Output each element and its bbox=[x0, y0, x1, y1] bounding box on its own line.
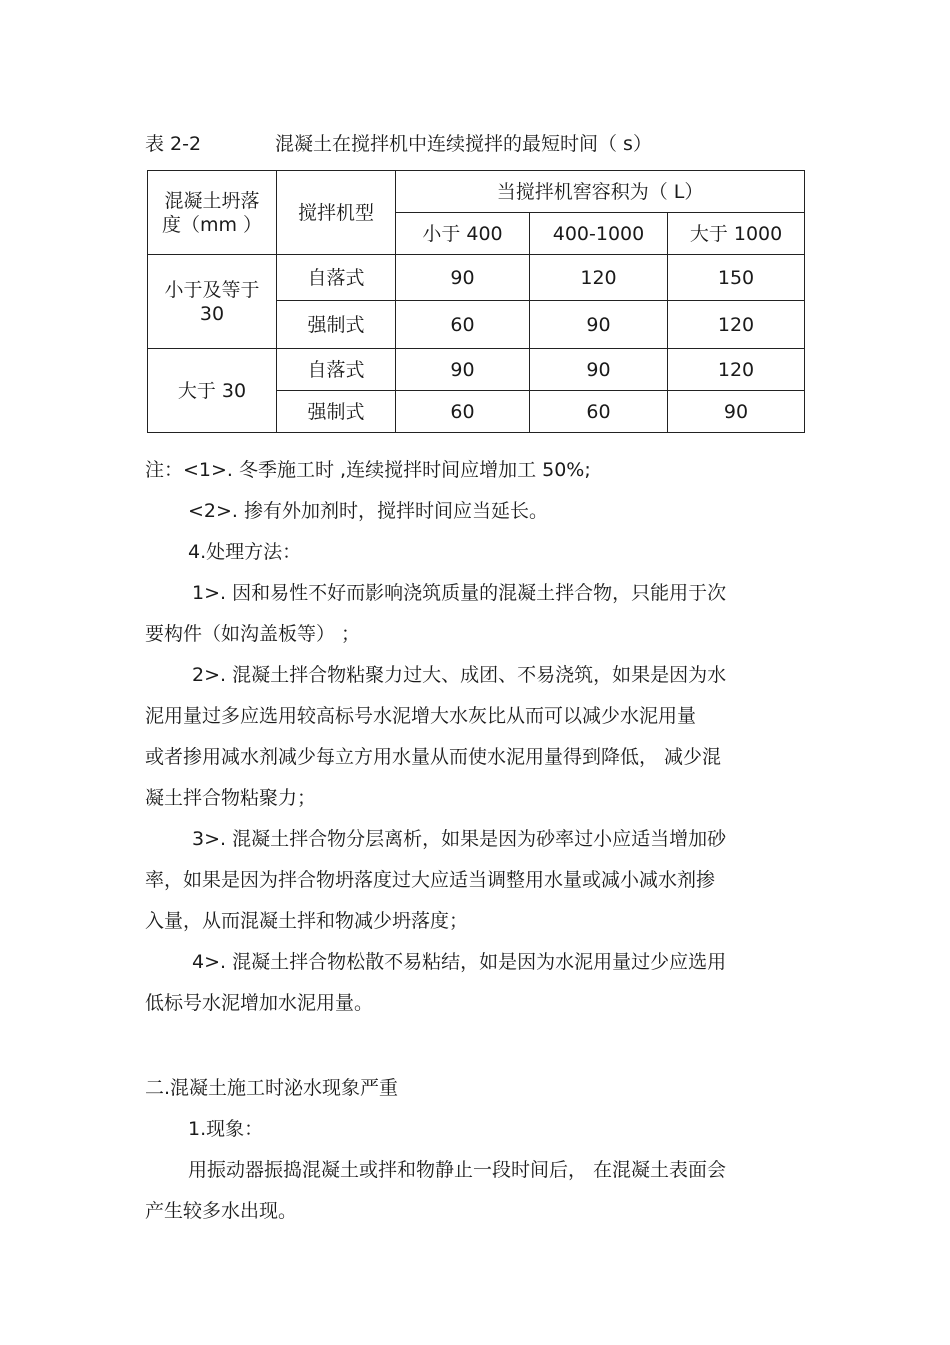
table-row bbox=[148, 349, 805, 391]
mixer-type-cell: 强制式 bbox=[277, 301, 396, 349]
section-4-heading: 4.处理方法： bbox=[188, 541, 302, 563]
value-cell: 150 bbox=[668, 255, 805, 301]
value-cell: 120 bbox=[530, 255, 668, 301]
item-2-line-4: 凝土拌合物粘聚力； bbox=[145, 787, 317, 809]
table-number: 表 2-2 bbox=[145, 133, 202, 155]
value-cell: 90 bbox=[396, 349, 530, 391]
item-4-line-2: 低标号水泥增加水泥用量。 bbox=[145, 992, 374, 1014]
value-cell: 120 bbox=[668, 349, 805, 391]
mixer-type-cell: 自落式 bbox=[277, 255, 396, 301]
item-3-line-1: 3>. 混凝土拌合物分层离析，如果是因为砂率过小应适当增加砂 bbox=[192, 828, 727, 850]
section-two-subheading: 1.现象： bbox=[188, 1118, 264, 1140]
section-two-para-line-2: 产生较多水出现。 bbox=[145, 1200, 298, 1222]
mixing-time-table bbox=[147, 170, 805, 433]
slump-header bbox=[148, 171, 277, 255]
value-cell: 120 bbox=[668, 301, 805, 349]
value-cell: 90 bbox=[530, 301, 668, 349]
item-2-line-3: 或者掺用减水剂减少每立方用水量从而使水泥用量得到降低， 减少混 bbox=[145, 746, 722, 768]
slump-group-1-line1: 小于及等于 bbox=[164, 278, 260, 301]
value-cell: 90 bbox=[530, 349, 668, 391]
value-cell: 60 bbox=[396, 301, 530, 349]
slump-header-line1: 混凝土坍落 bbox=[164, 189, 260, 212]
item-2-line-1: 2>. 混凝土拌合物粘聚力过大、成团、不易浇筑，如果是因为水 bbox=[192, 664, 727, 686]
capacity-header: 当搅拌机窖容积为（ L） bbox=[396, 171, 805, 213]
mixer-type-cell: 强制式 bbox=[277, 391, 396, 433]
item-2-line-2: 泥用量过多应选用较高标号水泥增大水灰比从而可以减少水泥用量 bbox=[145, 705, 697, 727]
capacity-col-3: 大于 1000 bbox=[668, 213, 805, 255]
mixer-type-header: 搅拌机型 bbox=[277, 171, 396, 255]
value-cell: 60 bbox=[396, 391, 530, 433]
table-row bbox=[148, 255, 805, 301]
item-4-line-1: 4>. 混凝土拌合物松散不易粘结，如是因为水泥用量过少应选用 bbox=[192, 951, 727, 973]
item-1-line-2: 要构件（如沟盖板等） ； bbox=[145, 623, 361, 645]
slump-header-line2: 度（mm ） bbox=[161, 213, 263, 236]
value-cell: 60 bbox=[530, 391, 668, 433]
item-1-line-1: 1>. 因和易性不好而影响浇筑质量的混凝土拌合物，只能用于次 bbox=[192, 582, 727, 604]
capacity-col-2: 400-1000 bbox=[530, 213, 668, 255]
capacity-col-1: 小于 400 bbox=[396, 213, 530, 255]
value-cell: 90 bbox=[396, 255, 530, 301]
note-2: <2>. 掺有外加剂时，搅拌时间应当延长。 bbox=[188, 500, 549, 522]
slump-group-2: 大于 30 bbox=[148, 349, 277, 433]
mixer-type-cell: 自落式 bbox=[277, 349, 396, 391]
slump-group-1-line2: 30 bbox=[199, 302, 225, 325]
item-3-line-3: 入量，从而混凝土拌和物减少坍落度； bbox=[145, 910, 469, 932]
table-caption: 混凝土在搅拌机中连续搅拌的最短时间（ s） bbox=[275, 133, 652, 155]
section-two-para-line-1: 用振动器振捣混凝土或拌和物静止一段时间后， 在混凝土表面会 bbox=[188, 1159, 727, 1181]
item-3-line-2: 率，如果是因为拌合物坍落度过大应适当调整用水量或减小减水剂掺 bbox=[145, 869, 716, 891]
value-cell: 90 bbox=[668, 391, 805, 433]
slump-group-1 bbox=[148, 255, 277, 349]
note-1: 注：<1>. 冬季施工时 ,连续搅拌时间应增加工 50%; bbox=[145, 459, 591, 481]
section-two-heading: 二.混凝土施工时泌水现象严重 bbox=[145, 1077, 399, 1099]
